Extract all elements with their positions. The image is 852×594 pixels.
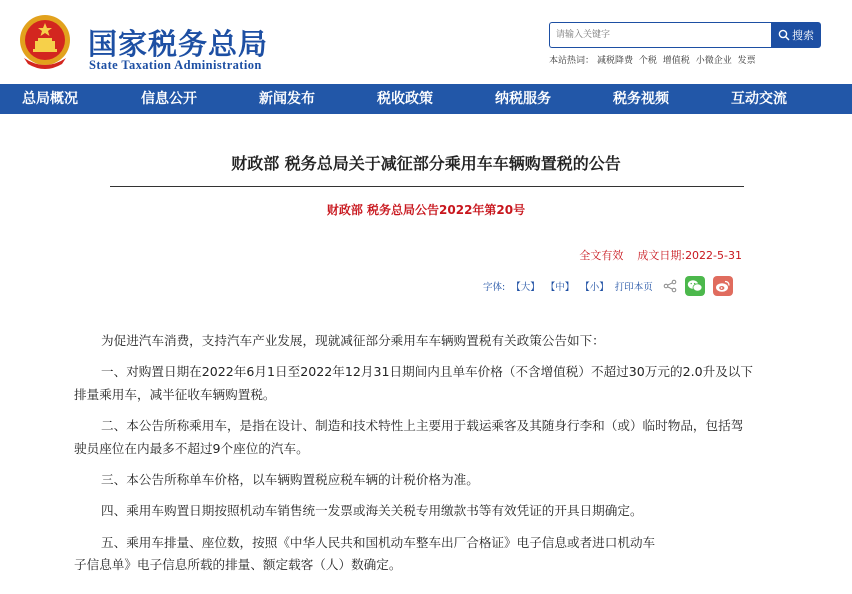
nav-item-video[interactable]: 税务视频 [613, 91, 669, 107]
hot-word-link[interactable]: 个税 [638, 56, 657, 66]
article-paragraph: 一、对购置日期在2022年6月1日至2022年12月31日期间内且单车价格（不含增值税）不超过30万元的2.0升及以下排量乘用车，减半征收车辆购置税。 [74, 364, 753, 402]
validity-badge: 全文有效 [579, 249, 624, 262]
nav-item-policy[interactable]: 税收政策 [377, 91, 433, 107]
search-button[interactable] [771, 22, 821, 48]
hot-word-link[interactable]: 减税降费 [597, 56, 634, 66]
issue-date: 2022-5-31 [685, 249, 742, 262]
nav-item-service[interactable]: 纳税服务 [495, 91, 551, 107]
article-paragraph: 为促进汽车消费，支持汽车产业发展，现就减征部分乘用车车辆购置税有关政策公告如下： [101, 333, 605, 348]
document-number: 财政部 税务总局公告2022年第20号 [326, 203, 526, 217]
article-paragraph: 三、本公告所称单车价格，以车辆购置税应税车辆的计税价格为准。 [101, 472, 479, 488]
article-tools [483, 276, 733, 296]
main-nav [0, 84, 852, 114]
hot-words [549, 53, 759, 66]
weibo-icon [715, 279, 731, 293]
font-large-button[interactable]: 【大】 [511, 282, 540, 293]
site-header [0, 0, 852, 84]
font-medium-button[interactable]: 【中】 [545, 282, 575, 293]
hot-words-label: 本站热词： [549, 56, 595, 66]
print-button[interactable]: 打印本页 [614, 282, 653, 293]
article-paragraph: 子信息单》电子信息所载的排量、额定载客（人）数确定。 [74, 557, 402, 573]
search-icon [778, 29, 790, 41]
hot-word-link[interactable]: 增值税 [662, 56, 690, 66]
weibo-share-button[interactable] [713, 276, 733, 296]
hot-word-link[interactable]: 发票 [737, 56, 756, 66]
search-bar [549, 22, 821, 48]
article-paragraph: 二、本公告所称乘用车，是指在设计、制造和技术特性上主要用于载运乘客及其随身行李和（或）临时物品，包括驾驶员座位在内最多不超过9个座位的汽车。 [74, 418, 744, 456]
nav-item-news[interactable]: 新闻发布 [259, 91, 315, 107]
article-paragraph: 四、乘用车购置日期按照机动车销售统一发票或海关关税专用缴款书等有效凭证的开具日期确定。 [101, 503, 643, 519]
title-divider [110, 186, 744, 187]
search-input[interactable] [549, 22, 771, 48]
nav-item-overview[interactable]: 总局概况 [22, 91, 78, 107]
site-title-en: State Taxation Administration [89, 58, 262, 72]
national-emblem-icon[interactable] [18, 14, 72, 70]
article-status [579, 247, 742, 263]
article-title: 财政部 税务总局关于减征部分乘用车车辆购置税的公告 [231, 154, 621, 173]
nav-item-interaction[interactable]: 互动交流 [731, 91, 787, 107]
search-button-label: 搜索 [792, 29, 814, 42]
font-small-button[interactable]: 【小】 [580, 282, 609, 293]
article-paragraph: 五、乘用车排量、座位数，按照《中华人民共和国机动车整车出厂合格证》电子信息或者进口机动车 [101, 534, 656, 550]
hot-word-link[interactable]: 小微企业 [695, 56, 732, 66]
wechat-icon [687, 279, 703, 293]
share-icon[interactable] [663, 279, 677, 293]
wechat-share-button[interactable] [685, 276, 705, 296]
date-label: 成文日期: [637, 249, 686, 262]
nav-item-disclosure[interactable]: 信息公开 [141, 91, 197, 107]
article-body [74, 330, 754, 586]
site-title-cn[interactable]: 国家税务总局 [88, 27, 269, 61]
font-size-label: 字体: [483, 282, 506, 293]
